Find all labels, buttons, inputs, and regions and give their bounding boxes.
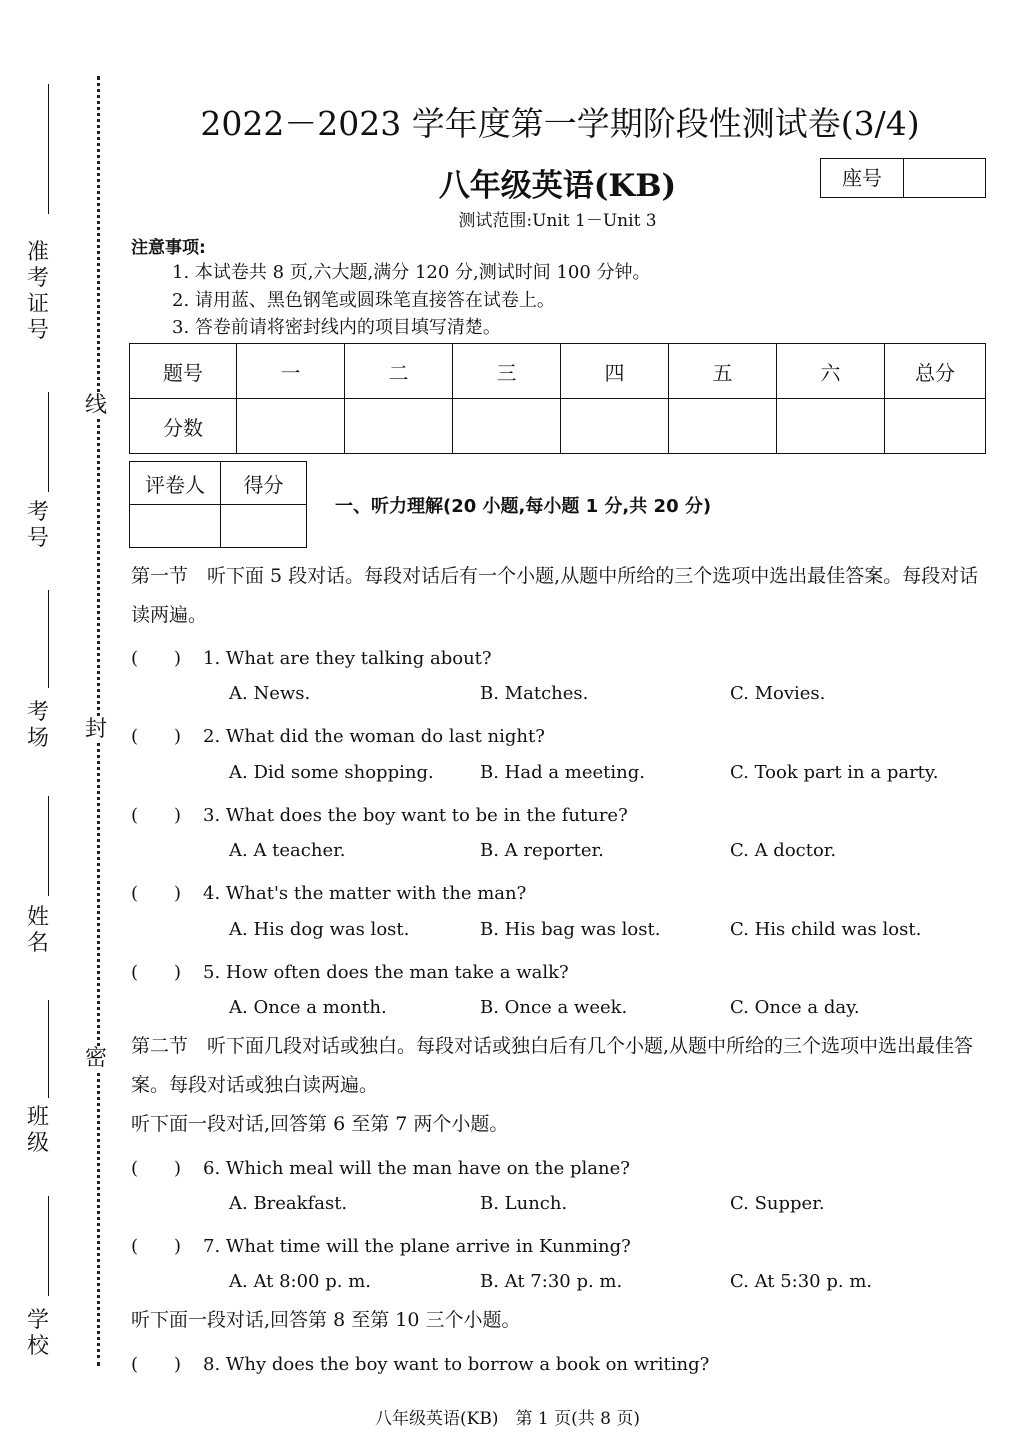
score-cell[interactable] bbox=[669, 399, 777, 454]
option: A. Did some shopping. bbox=[229, 762, 434, 783]
score-row-label: 分数 bbox=[130, 399, 237, 454]
grader-box bbox=[129, 461, 307, 548]
score-table-score-row bbox=[130, 399, 986, 454]
dialog-instruction: 听下面一段对话,回答第 6 至第 7 两个小题。 bbox=[131, 1113, 509, 1135]
seal-mark-line: 线 bbox=[82, 393, 110, 419]
option: B. Matches. bbox=[480, 683, 589, 704]
score-table-header-row bbox=[130, 344, 986, 399]
field-admission-number: 准考证号 bbox=[26, 240, 49, 343]
question-text: 7. What time will the plane arrive in Kunming? bbox=[203, 1236, 631, 1257]
answer-blank[interactable]: ( ) bbox=[131, 962, 182, 983]
answer-blank[interactable]: ( ) bbox=[131, 1236, 182, 1257]
field-name: 姓名 bbox=[26, 905, 49, 956]
option: C. Took part in a party. bbox=[730, 762, 939, 783]
option: B. Once a week. bbox=[480, 997, 628, 1018]
option: A. Breakfast. bbox=[229, 1193, 348, 1214]
seal-mark-secret: 密 bbox=[82, 1046, 110, 1072]
binding-line bbox=[48, 84, 49, 214]
question-text: 2. What did the woman do last night? bbox=[203, 726, 545, 747]
exam-title: 2022－2023 学年度第一学期阶段性测试卷(3/4) bbox=[200, 104, 920, 143]
option: C. Supper. bbox=[730, 1193, 825, 1214]
score-header-cell: 总分 bbox=[885, 344, 986, 399]
option: C. Once a day. bbox=[730, 997, 860, 1018]
answer-blank[interactable]: ( ) bbox=[131, 883, 182, 904]
question bbox=[131, 1154, 630, 1180]
score-header-cell: 一 bbox=[237, 344, 345, 399]
seat-value[interactable] bbox=[904, 159, 985, 197]
question-text: 1. What are they talking about? bbox=[203, 648, 492, 669]
binding-line bbox=[48, 1000, 49, 1098]
grader-score-label: 得分 bbox=[221, 462, 307, 505]
grader-score-cell[interactable] bbox=[221, 505, 307, 548]
question bbox=[131, 1232, 631, 1258]
answer-blank[interactable]: ( ) bbox=[131, 726, 182, 747]
field-class: 班级 bbox=[26, 1105, 49, 1156]
score-cell[interactable] bbox=[237, 399, 345, 454]
option: B. A reporter. bbox=[480, 840, 604, 861]
field-exam-room: 考场 bbox=[26, 700, 49, 751]
option: C. At 5:30 p. m. bbox=[730, 1271, 873, 1292]
option: B. Lunch. bbox=[480, 1193, 568, 1214]
question-text: 3. What does the boy want to be in the future? bbox=[203, 805, 628, 826]
seat-number-box bbox=[820, 158, 986, 198]
score-cell[interactable] bbox=[885, 399, 986, 454]
answer-blank[interactable]: ( ) bbox=[131, 648, 182, 669]
seat-label: 座号 bbox=[821, 159, 904, 197]
option: B. His bag was lost. bbox=[480, 919, 661, 940]
score-header-cell: 二 bbox=[345, 344, 453, 399]
option: A. Once a month. bbox=[229, 997, 387, 1018]
field-exam-number: 考号 bbox=[26, 500, 49, 551]
field-school: 学校 bbox=[26, 1308, 49, 1359]
page-footer: 八年级英语(KB) 第 1 页(共 8 页) bbox=[375, 1409, 640, 1429]
seal-mark-seal: 封 bbox=[82, 717, 110, 743]
question-text: 8. Why does the boy want to borrow a book on writing? bbox=[203, 1354, 710, 1375]
score-cell[interactable] bbox=[453, 399, 561, 454]
question-text: 4. What's the matter with the man? bbox=[203, 883, 527, 904]
score-header-cell: 三 bbox=[453, 344, 561, 399]
option: A. His dog was lost. bbox=[229, 919, 410, 940]
part2-instructions: 第二节 听下面几段对话或独白。每段对话或独白后有几个小题,从题中所给的三个选项中选出最佳答案。每段对话或独白读两遍。 bbox=[131, 1035, 974, 1096]
exam-subtitle: 八年级英语(KB) bbox=[438, 168, 677, 204]
binding-line bbox=[48, 796, 49, 896]
question bbox=[131, 958, 569, 984]
answer-blank[interactable]: ( ) bbox=[131, 805, 182, 826]
note-item: 3. 答卷前请将密封线内的项目填写清楚。 bbox=[172, 317, 501, 338]
option: C. His child was lost. bbox=[730, 919, 922, 940]
question-text: 5. How often does the man take a walk? bbox=[203, 962, 569, 983]
score-header-cell: 五 bbox=[669, 344, 777, 399]
grader-reviewer-cell[interactable] bbox=[130, 505, 221, 548]
part1-instructions: 第一节 听下面 5 段对话。每段对话后有一个小题,从题中所给的三个选项中选出最佳答案。每段对话读两遍。 bbox=[131, 565, 979, 626]
note-item: 2. 请用蓝、黑色钢笔或圆珠笔直接答在试卷上。 bbox=[172, 290, 555, 311]
score-header-cell: 六 bbox=[777, 344, 885, 399]
option: B. At 7:30 p. m. bbox=[480, 1271, 623, 1292]
score-table bbox=[129, 343, 986, 454]
notes-heading: 注意事项: bbox=[131, 238, 206, 258]
binding-line bbox=[48, 392, 49, 492]
option: A. A teacher. bbox=[229, 840, 346, 861]
question bbox=[131, 801, 628, 827]
grader-reviewer-label: 评卷人 bbox=[130, 462, 221, 505]
binding-line bbox=[48, 1196, 49, 1296]
question-text: 6. Which meal will the man have on the plane? bbox=[203, 1158, 630, 1179]
option: C. Movies. bbox=[730, 683, 826, 704]
section-title: 一、听力理解(20 小题,每小题 1 分,共 20 分) bbox=[335, 496, 712, 517]
score-header-cell: 四 bbox=[561, 344, 669, 399]
score-cell[interactable] bbox=[777, 399, 885, 454]
question bbox=[131, 644, 492, 670]
score-cell[interactable] bbox=[561, 399, 669, 454]
answer-blank[interactable]: ( ) bbox=[131, 1354, 182, 1375]
score-header-cell: 题号 bbox=[130, 344, 237, 399]
option: A. News. bbox=[229, 683, 311, 704]
option: A. At 8:00 p. m. bbox=[229, 1271, 371, 1292]
option: B. Had a meeting. bbox=[480, 762, 645, 783]
question bbox=[131, 722, 545, 748]
answer-blank[interactable]: ( ) bbox=[131, 1158, 182, 1179]
dialog-instruction: 听下面一段对话,回答第 8 至第 10 三个小题。 bbox=[131, 1309, 521, 1331]
question bbox=[131, 879, 526, 905]
note-item: 1. 本试卷共 8 页,六大题,满分 120 分,测试时间 100 分钟。 bbox=[172, 262, 651, 283]
binding-line bbox=[48, 590, 49, 688]
question bbox=[131, 1350, 709, 1376]
score-cell[interactable] bbox=[345, 399, 453, 454]
test-range: 测试范围:Unit 1－Unit 3 bbox=[458, 211, 657, 231]
option: C. A doctor. bbox=[730, 840, 837, 861]
